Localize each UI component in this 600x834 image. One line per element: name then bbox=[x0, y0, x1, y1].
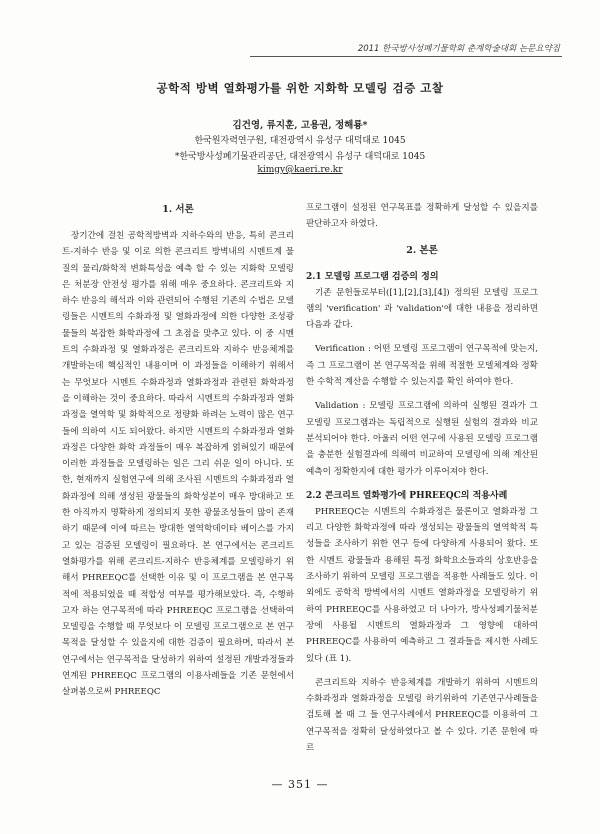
section-heading-body: 2. 본론 bbox=[406, 244, 438, 256]
author-list: 김건영, 류지훈, 고용권, 정해룡* bbox=[232, 120, 368, 131]
paragraph-2-2-a: PHREEQC는 시멘트의 수화과정은 물론이고 열화과정 그리고 다양한 화학과정에 따라 생성되는 광물들의 열역학적 특성들을 조사하기 위한 연구 등에 다양하게 사용되어 왔다. 또한 시멘트 광물들과 용해된 특정 화학요소들과의 상호반응을 조사하기 위하여 모델링 프로그램을 적용한 사례들도 있다. 이외에도 공학적 방벽에서의 시멘트 열화과정을 모델링하기 위하여 PHREEQC를 사용하였고 더 나아가, 방사성폐기물처분장에 사용될 시멘트의 열화과정과 그 영향에 대하여 PHREEQC를 사용하여 예측하고 그 결과들을 제시한 사례도 있다 (표 1). bbox=[306, 506, 538, 664]
author-email: kimgy@kaeri.re.kr bbox=[257, 165, 343, 175]
left-column bbox=[62, 180, 294, 701]
page-number: — 351 — bbox=[271, 778, 329, 791]
affiliation-2: *한국방사성폐기물관리공단, 대전광역시 유성구 대덕대로 1045 bbox=[174, 152, 426, 162]
paragraph-validation: Validation : 모델링 프로그램에 의하여 실행된 결과가 그 모델링 프로그램과는 독립적으로 실행된 실험의 결과와 비교 분석되어야 한다. 아울러 어떤 연구에 사용된 모델링 프로그램을 충분한 실험결과에 의해여 비교하여 모델링에 의해 계산된 예측이 정확한지에 대한 평가가 이루어져야 한다. bbox=[306, 401, 538, 477]
affiliation-1: 한국원자력연구원, 대전광역시 유성구 대덕대로 1045 bbox=[194, 136, 406, 146]
intro-continuation: 프로그램이 설정된 연구목표를 정확하게 달성할 수 있을지를 판단하고자 하였다. bbox=[306, 203, 538, 230]
paragraph-2-2-b: 콘크리트와 지하수 반응체계를 개발하기 위하여 시멘트의 수화과정과 열화과정을 모델링 하기위하여 기존연구사례들을 검토해 볼 때 그 들 연구사례에서 PHREEQC를 이용하여 그 연구목적을 정확히 달성하였다고 볼 수 있다. 기존 문헌에 따르 bbox=[306, 677, 538, 754]
paragraph-2-1-a: 기존 문헌들로부터([1],[2],[3],[4]) 정의된 모델링 프로그램의 'verification' 과 'validation'에 대한 내용을 정리하면 다음과 같다. bbox=[306, 287, 538, 331]
section-heading-intro: 1. 서론 bbox=[162, 204, 194, 215]
subsection-heading-2-1: 2.1 모델링 프로그램 검증의 정의 bbox=[306, 271, 439, 282]
intro-paragraph: 장기간에 걸친 공학적방벽과 지하수와의 반응, 특히 콘크리트-지하수 반응 및 이로 의한 콘크리트 방벽내의 시멘트계 물질의 물리/화학적 변화특성을 예측 할 수 있는 지화학 모델링은 처분장 안전성 평가를 위해 매우 중요하다. 콘크리트와 지하수 반응의 해석과 이와 관련되어 수행된 기존의 수법은 모델링들은 시멘트의 수화과정 및 열화과정에 의한 다양한 조성광물들의 복잡한 화학과정에 그 초점을 맞추고 있다. 이 중 시멘트의 수화과정 및 열화과정은 콘크리트와 지하수 반응체계를 개발하는데 핵심적인 내용이며 이 과정들을 이해하기 위해서는 무엇보다 시멘트 수화과정과 열화과정과 관련된 화학과정을 이해하는 것이 중요하다. 따라서 시멘트의 수화과정과 열화과정을 열역학 및 화학적으로 정량화 하려는 노력이 많은 연구들에 의하여 시도 되어왔다. 하지만 시멘트의 수화과정과 열화과정은 다양한 화학 과정들이 매우 복잡하게 얽혀있기 때문에 이러한 과정들을 모델링하는 일은 그리 쉬운 일이 아니다. 또한, 현재까지 실험연구에 의해 조사된 시멘트의 수화과정과 열화과정에 의해 생성된 광물들의 화학성분이 매우 방대하고 또한 아직까지 명확하게 정의되지 못한 광물조성들이 많이 존재하기 때문에 이에 따르는 방대한 열역학데이타 베이스를 가지고 있는 검증된 모델링이 필요하다. 본 연구에서는 콘크리트 열화평가를 위해 콘크리트-지하수 반응체계를 모델링하기 위해서 PHREEQC를 선택한 이유 및 이 프로그램을 본 연구목적에 적용되었을 때 적합성 여부를 평가해보았다. 즉, 수행하고자 하는 연구목적에 따라 PHREEQC 프로그램을 선택하여 모델링을 수행할 때 무엇보다 이 모델링 프로그램으로 본 연구목적을 달성할 수 있을지에 대한 검증이 필요하며, 따라서 본 연구에서는 연구목적을 달성하기 위하여 설정된 개발과정들과 연계된 PHREEQC 프로그램의 이용사례들을 기존 문헌에서 살펴봄으로써 PHREEQC bbox=[62, 231, 294, 698]
right-column bbox=[306, 200, 538, 756]
running-header: 2011 한국방사성폐기물학회 춘계학술대회 논문요약집 bbox=[357, 44, 560, 54]
header-rule bbox=[250, 56, 562, 57]
paragraph-verification: Verification : 어떤 모델링 프로그램이 연구목적에 맞는지, 즉 그 프로그램이 본 연구목적을 위해 적절한 모델체계와 정확한 수학적 계산을 수행할 수 있는지를 확인 하여야 한다. bbox=[306, 344, 538, 388]
subsection-heading-2-2: 2.2 콘크리트 열화평가에 PHREEQC의 적용사례 bbox=[306, 490, 508, 501]
paper-title: 공학적 방벽 열화평가를 위한 지화학 모델링 검증 고찰 bbox=[156, 81, 444, 95]
